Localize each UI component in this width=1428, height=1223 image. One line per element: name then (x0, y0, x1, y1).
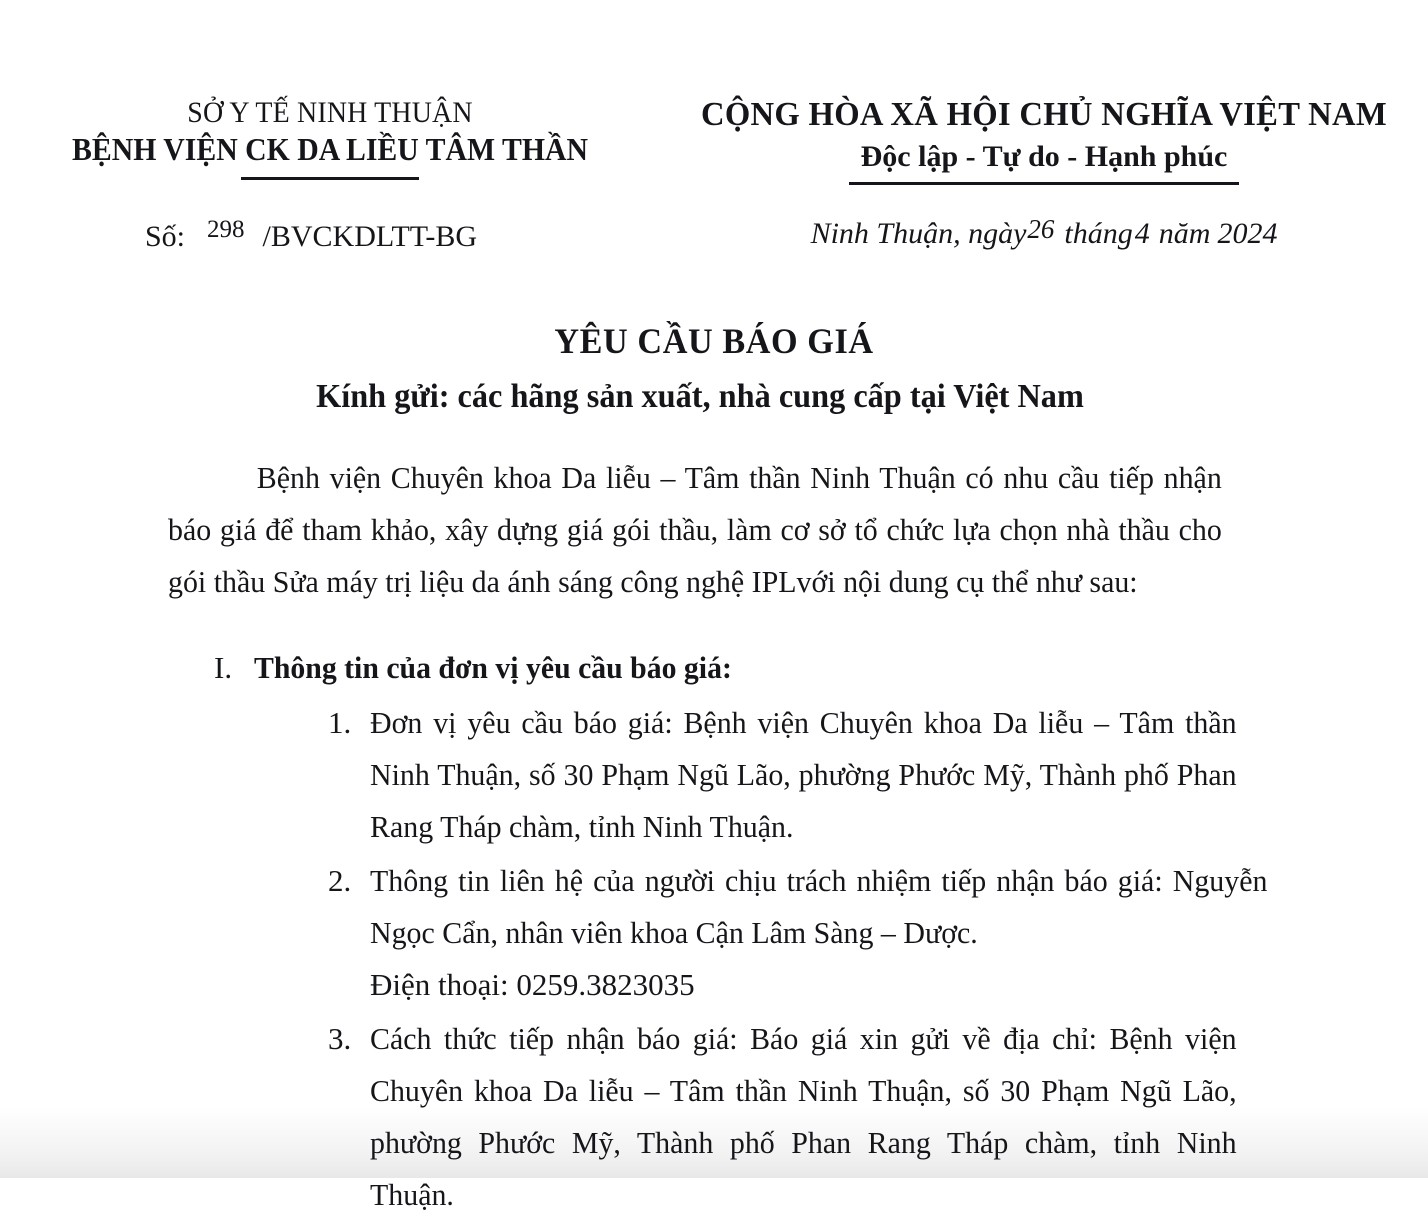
motto-underline-rule (849, 182, 1239, 185)
reference-suffix: /BVCKDLTT-BG (262, 220, 478, 253)
list-item (328, 855, 1268, 1011)
dateline (660, 214, 1428, 251)
list-item-text: Cách thức tiếp nhận báo giá: Báo giá xin gửi về địa chỉ: Bệnh viện Chuyên khoa Da liễu – Tâm thần Ninh Thuận, số 30 Phạm Ngũ Lão, phường Phước Mỹ, Thành phố Phan Rang Tháp chàm, tỉnh Ninh Thuận. (370, 1021, 1237, 1212)
document-body (168, 452, 1260, 608)
dateline-year: 2024 (1217, 217, 1278, 250)
list-item (328, 697, 1268, 853)
dateline-year-label: năm (1158, 217, 1211, 250)
section-1-heading-text: Thông tin của đơn vị yêu cầu báo giá: (254, 650, 732, 685)
document-reference-number (145, 216, 477, 254)
dateline-month-label: tháng (1064, 217, 1133, 250)
reference-label: Số: (145, 220, 186, 253)
national-heading-block (660, 96, 1428, 185)
issuing-authority-block (0, 96, 660, 180)
dateline-day: 26 (1027, 214, 1055, 244)
list-item-number: 3. (328, 1021, 352, 1056)
organization-name: BỆNH VIỆN CK DA LIỀU TÂM THẦN (72, 130, 588, 167)
reference-number-value: 298 (207, 216, 245, 243)
section-1-numeral: I. (214, 650, 233, 685)
dateline-place: Ninh Thuận, ngày (810, 217, 1027, 250)
department-name: SỞ Y TẾ NINH THUẬN (187, 96, 473, 129)
national-name: CỘNG HÒA XÃ HỘI CHỦ NGHĨA VIỆT NAM (701, 96, 1387, 133)
contact-phone-line: Điện thoại: 0259.3823035 (370, 967, 695, 1002)
list-item-text: Thông tin liên hệ của người chịu trách nhiệm tiếp nhận báo giá: Nguyễn Ngọc Cẩn, nhân viên khoa Cận Lâm Sàng – Dược. (370, 863, 1268, 950)
section-1-heading (168, 645, 1268, 691)
list-item-number: 2. (328, 863, 352, 898)
section-1 (168, 645, 1268, 1223)
document-addressee: Kính gửi: các hãng sản xuất, nhà cung cấp tại Việt Nam (316, 378, 1084, 415)
organization-underline-rule (241, 177, 419, 180)
page-title: YÊU CẦU BÁO GIÁ (554, 321, 874, 361)
list-item (328, 1013, 1268, 1221)
list-item-text: Đơn vị yêu cầu báo giá: Bệnh viện Chuyên khoa Da liễu – Tâm thần Ninh Thuận, số 30 Phạm Ngũ Lão, phường Phước Mỹ, Thành phố Phan Rang Tháp chàm, tỉnh Ninh Thuận. (370, 705, 1237, 844)
intro-paragraph: Bệnh viện Chuyên khoa Da liễu – Tâm thần Ninh Thuận có nhu cầu tiếp nhận báo giá để tham khảo, xây dựng giá gói thầu, làm cơ sở tổ chức lựa chọn nhà thầu cho gói thầu Sửa máy trị liệu da ánh sáng công nghệ IPLvới nội dung cụ thể như sau: (168, 460, 1222, 599)
national-motto: Độc lập - Tự do - Hạnh phúc (860, 140, 1228, 174)
section-1-item-list (168, 697, 1268, 1221)
dateline-month: 4 (1134, 217, 1150, 250)
list-item-number: 1. (328, 705, 352, 740)
